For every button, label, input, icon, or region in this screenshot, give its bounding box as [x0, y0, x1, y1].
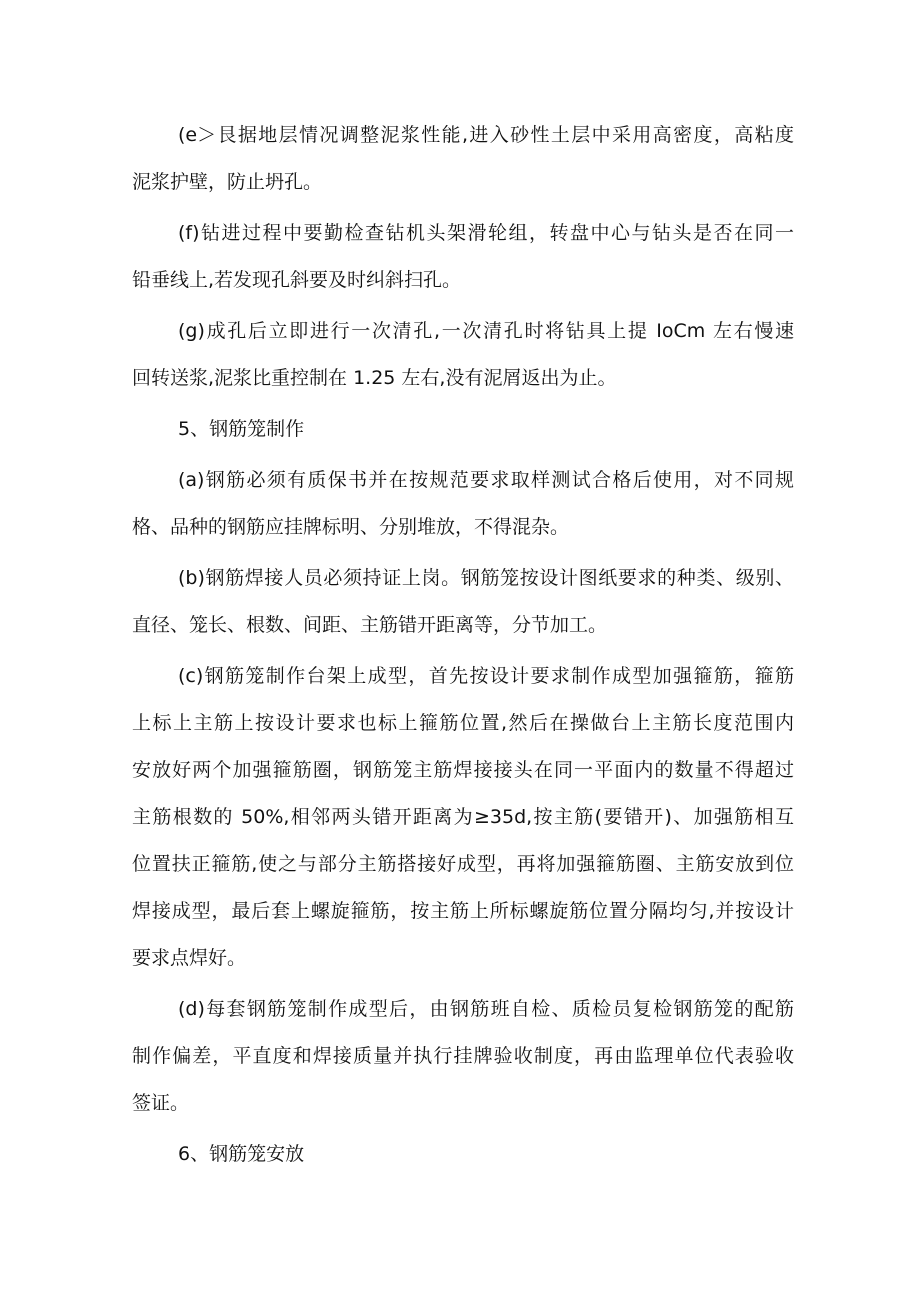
paragraph — [132, 555, 794, 649]
section-heading — [132, 406, 794, 453]
paragraph — [132, 112, 794, 206]
text-line: (f)钻进过程中要勤检查钻机头架滑轮组，转盘中心与钻头是否在同一 — [178, 222, 794, 244]
text-line: 制作偏差，平直度和焊接质量并执行挂牌验收制度，再由监理单位代表验收 — [132, 1045, 794, 1067]
text-line: 回转送浆,泥浆比重控制在 1.25 左右,没有泥屑返出为止。 — [132, 367, 617, 389]
document-body — [132, 112, 794, 1182]
text-line: 要求点焊好。 — [132, 947, 247, 969]
paragraph — [132, 308, 794, 402]
text-line: 安放好两个加强箍筋圈，钢筋笼主筋焊接接头在同一平面内的数量不得超过 — [132, 759, 794, 781]
text-line: 焊接成型，最后套上螺旋箍筋，按主筋上所标螺旋筋位置分隔均匀,并按设计 — [132, 900, 794, 922]
text-line: 直径、笼长、根数、间距、主筋错开距离等，分节加工。 — [132, 614, 608, 636]
section-heading — [132, 1131, 794, 1178]
text-line: 6、钢筋笼安放 — [178, 1143, 305, 1165]
text-line: 5、钢筋笼制作 — [178, 418, 305, 440]
paragraph — [132, 210, 794, 304]
text-line: (d)每套钢筋笼制作成型后，由钢筋班自检、质检员复检钢筋笼的配筋 — [178, 998, 794, 1020]
text-line: 签证。 — [132, 1092, 190, 1114]
text-line: (g)成孔后立即进行一次清孔,一次清孔时将钻具上提 IoCm 左右慢速 — [178, 320, 794, 342]
text-line: (c)钢筋笼制作台架上成型，首先按设计要求制作成型加强箍筋，箍筋 — [178, 665, 794, 687]
paragraph — [132, 653, 794, 982]
paragraph — [132, 457, 794, 551]
text-line: 位置扶正箍筋,使之与部分主筋搭接好成型，再将加强箍筋圈、主筋安放到位 — [132, 853, 794, 875]
text-line: 主筋根数的 50%,相邻两头错开距离为≥35d,按主筋(要错开)、加强筋相互 — [132, 806, 794, 828]
text-line: (b)钢筋焊接人员必须持证上岗。钢筋笼按设计图纸要求的种类、级别、 — [178, 567, 794, 589]
text-line: 格、品种的钢筋应挂牌标明、分别堆放，不得混杂。 — [132, 516, 570, 538]
text-line: 上标上主筋上按设计要求也标上箍筋位置,然后在操做台上主筋长度范围内 — [132, 712, 794, 734]
paragraph — [132, 986, 794, 1127]
text-line: 泥浆护壁，防止坍孔。 — [132, 171, 323, 193]
text-line: (a)钢筋必须有质保书并在按规范要求取样测试合格后使用，对不同规 — [178, 469, 794, 491]
text-line: 铅垂线上,若发现孔斜要及时纠斜扫孔。 — [132, 269, 462, 291]
text-line: (e＞艮据地层情况调整泥浆性能,进入砂性土层中采用高密度，高粘度 — [178, 124, 794, 146]
